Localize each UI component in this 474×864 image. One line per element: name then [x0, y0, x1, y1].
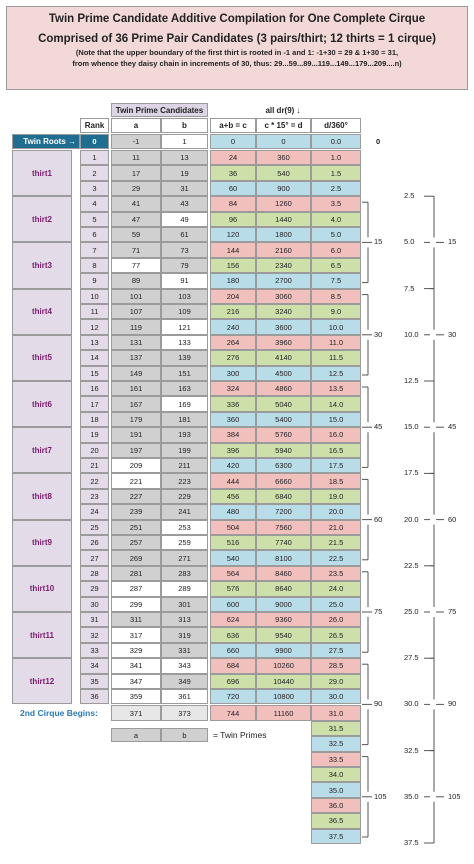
c-cell: 180: [210, 273, 256, 288]
second-cirque-label: 2nd Cirque Begins:: [20, 708, 98, 719]
left-marker: 60: [374, 514, 383, 524]
rank-cell: 36: [80, 689, 109, 704]
ratio-cell: 11.0: [311, 335, 361, 350]
rank-cell: 5: [80, 212, 109, 227]
ratio-cell: 13.5: [311, 381, 361, 396]
cumulative-marker: 25.0: [404, 607, 419, 616]
d-cell: 8640: [256, 581, 311, 596]
d-cell: 9360: [256, 612, 311, 627]
b-cell: 133: [161, 335, 208, 350]
a-cell: 149: [111, 366, 161, 381]
b-cell: 283: [161, 566, 208, 581]
right-marker: 75: [448, 607, 457, 616]
a-cell: 227: [111, 489, 161, 504]
ratio-cell: 19.0: [311, 489, 361, 504]
c-cell: 36: [210, 165, 256, 180]
b-cell: 199: [161, 443, 208, 458]
rank-cell: 11: [80, 304, 109, 319]
d-cell: 7740: [256, 535, 311, 550]
ratio-cell: 27.5: [311, 643, 361, 658]
left-marker: 30: [374, 329, 383, 339]
c-cell: 516: [210, 535, 256, 550]
ratio-cell: 20.0: [311, 504, 361, 519]
c-cell: 540: [210, 550, 256, 565]
c-cell: 120: [210, 227, 256, 242]
ratio-cell: 15.0: [311, 412, 361, 427]
ratio-cell: 8.5: [311, 289, 361, 304]
d-cell: 2700: [256, 273, 311, 288]
left-marker: 75: [374, 607, 383, 616]
left-marker: 90: [374, 699, 383, 709]
ratio-cell: 10.0: [311, 319, 361, 334]
b-cell: 19: [161, 165, 208, 180]
ratio-cell: 4.0: [311, 212, 361, 227]
c-cell: 660: [210, 643, 256, 658]
a-cell: 281: [111, 566, 161, 581]
thirt-label: thirt9: [12, 520, 72, 566]
c-cell: 336: [210, 396, 256, 411]
thirt-label: thirt7: [12, 427, 72, 473]
ratio-cell: 29.0: [311, 674, 361, 689]
thirt-label: thirt11: [12, 612, 72, 658]
a-cell: 161: [111, 381, 161, 396]
roots-d: 0: [256, 134, 311, 149]
d-cell: 7560: [256, 520, 311, 535]
rank-cell: 30: [80, 597, 109, 612]
d-cell: 10260: [256, 658, 311, 673]
roots-a: -1: [111, 134, 161, 149]
rank-cell: 35: [80, 674, 109, 689]
d-cell: 4500: [256, 366, 311, 381]
rank-cell: 2: [80, 165, 109, 180]
rank-cell: 19: [80, 427, 109, 442]
c-cell: 300: [210, 366, 256, 381]
b-cell: 193: [161, 427, 208, 442]
ext-ratio-cell: 37.5: [311, 829, 361, 844]
a-cell: 179: [111, 412, 161, 427]
b-cell: 259: [161, 535, 208, 550]
a-cell: 107: [111, 304, 161, 319]
cumulative-marker: 27.5: [404, 653, 419, 663]
rank-cell: 20: [80, 443, 109, 458]
legend-b-cell: b: [161, 728, 208, 742]
rank-cell: 9: [80, 273, 109, 288]
a-cell: 167: [111, 396, 161, 411]
ratio-cell: 6.0: [311, 242, 361, 257]
note-line-2: from whence they daisy chain in increments of 30, thus: 29...59...89...119...149...179...209....n): [72, 59, 402, 68]
b-cell: 79: [161, 258, 208, 273]
cumulative-marker: 7.5: [404, 283, 415, 293]
d-cell: 9000: [256, 597, 311, 612]
d-cell: 6840: [256, 489, 311, 504]
c-cell: 60: [210, 181, 256, 196]
left-marker: 45: [374, 422, 383, 432]
b-cell: 91: [161, 273, 208, 288]
rank-cell: 32: [80, 627, 109, 642]
thirt-label: thirt8: [12, 473, 72, 519]
ratio-cell: 28.5: [311, 658, 361, 673]
rank-cell: 7: [80, 242, 109, 257]
cumulative-marker: 20.0: [404, 514, 419, 524]
ratio-cell: 26.0: [311, 612, 361, 627]
c-cell: 324: [210, 381, 256, 396]
d-cell: 540: [256, 165, 311, 180]
a-cell: 47: [111, 212, 161, 227]
a-cell: 329: [111, 643, 161, 658]
roots-r: 0.0: [311, 134, 361, 149]
a-cell: 59: [111, 227, 161, 242]
a-cell: 299: [111, 597, 161, 612]
b-cell: 163: [161, 381, 208, 396]
b-cell: 151: [161, 366, 208, 381]
d-cell: 1800: [256, 227, 311, 242]
b-cell: 289: [161, 581, 208, 596]
b-cell: 343: [161, 658, 208, 673]
d-cell: 5400: [256, 412, 311, 427]
a-cell: 137: [111, 350, 161, 365]
a-cell: 287: [111, 581, 161, 596]
rank-cell: 15: [80, 366, 109, 381]
rank-cell: 34: [80, 658, 109, 673]
d-cell: 4860: [256, 381, 311, 396]
cumulative-marker: 10.0: [404, 329, 419, 339]
ext-ratio-cell: 34.0: [311, 767, 361, 782]
c-cell: 696: [210, 674, 256, 689]
d-cell: 900: [256, 181, 311, 196]
c-cell: 96: [210, 212, 256, 227]
rank-cell: 4: [80, 196, 109, 211]
a-cell: 11: [111, 150, 161, 165]
a-cell: 221: [111, 473, 161, 488]
cumulative-marker: 17.5: [404, 468, 419, 478]
b-cell: 211: [161, 458, 208, 473]
d-cell: 360: [256, 150, 311, 165]
c-cell: 240: [210, 319, 256, 334]
c-cell: 384: [210, 427, 256, 442]
cumulative-marker: 32.5: [404, 745, 419, 755]
thirt-label: thirt2: [12, 196, 72, 242]
d-cell: 3600: [256, 319, 311, 334]
a-cell: 41: [111, 196, 161, 211]
d-cell: 10800: [256, 689, 311, 704]
thirt-label: thirt5: [12, 335, 72, 381]
b-cell: 109: [161, 304, 208, 319]
a-cell: 239: [111, 504, 161, 519]
a-cell: 269: [111, 550, 161, 565]
legend-text: = Twin Primes: [213, 730, 267, 740]
d-cell: 2340: [256, 258, 311, 273]
roots-b: 1: [161, 134, 208, 149]
rank-cell: 13: [80, 335, 109, 350]
ratio-cell: 11.5: [311, 350, 361, 365]
b-cell: 349: [161, 674, 208, 689]
ratio-cell: 9.0: [311, 304, 361, 319]
thirt-label: thirt3: [12, 242, 72, 288]
header-b: b: [161, 118, 208, 133]
rank-cell: 14: [80, 350, 109, 365]
a-cell: 131: [111, 335, 161, 350]
cumulative-marker: 37.5: [404, 838, 419, 847]
b-cell: 181: [161, 412, 208, 427]
d-cell: 1440: [256, 212, 311, 227]
right-marker: 90: [448, 699, 457, 709]
thirt-label: thirt4: [12, 289, 72, 335]
rank-cell: 8: [80, 258, 109, 273]
d-cell: 9540: [256, 627, 311, 642]
ratio-cell: 1.0: [311, 150, 361, 165]
ratio-cell: 30.0: [311, 689, 361, 704]
b-cell: 43: [161, 196, 208, 211]
c-cell: 444: [210, 473, 256, 488]
a-cell: 89: [111, 273, 161, 288]
rank-cell: 17: [80, 396, 109, 411]
c-cell: 360: [210, 412, 256, 427]
left-marker: 105: [374, 791, 387, 801]
d-cell: 2160: [256, 242, 311, 257]
ext-ratio-cell: 36.5: [311, 813, 361, 828]
roots-rank: 0: [80, 134, 109, 149]
rank-cell: 29: [80, 581, 109, 596]
cumulative-marker: 12.5: [404, 376, 419, 385]
cumulative-marker: 5.0: [404, 237, 415, 247]
d-cell: 3060: [256, 289, 311, 304]
b-cell: 103: [161, 289, 208, 304]
d-cell: 5940: [256, 443, 311, 458]
right-marker: 105: [448, 791, 461, 801]
c-cell: 600: [210, 597, 256, 612]
c-cell: 504: [210, 520, 256, 535]
d-cell: 6660: [256, 473, 311, 488]
d-cell: 9900: [256, 643, 311, 658]
c-cell: 216: [210, 304, 256, 319]
cumulative-marker: 2.5: [404, 191, 415, 201]
a-cell: 257: [111, 535, 161, 550]
legend-a-cell: a: [111, 728, 161, 742]
b-cell: 223: [161, 473, 208, 488]
rank-cell: 22: [80, 473, 109, 488]
rank-cell: 26: [80, 535, 109, 550]
cumulative-marker: 15.0: [404, 422, 419, 432]
rank-cell: 31: [80, 612, 109, 627]
d-cell: 5040: [256, 396, 311, 411]
ratio-cell: 6.5: [311, 258, 361, 273]
ext-ratio-cell: 33.5: [311, 752, 361, 767]
second-a-cell: 371: [111, 705, 161, 720]
roots-c: 0: [210, 134, 256, 149]
d-cell: 7200: [256, 504, 311, 519]
cumulative-marker: 22.5: [404, 560, 419, 570]
rank-cell: 6: [80, 227, 109, 242]
rank-cell: 27: [80, 550, 109, 565]
b-cell: 319: [161, 627, 208, 642]
ratio-cell: 23.5: [311, 566, 361, 581]
c-cell: 84: [210, 196, 256, 211]
ratio-cell: 1.5: [311, 165, 361, 180]
ratio-cell: 2.5: [311, 181, 361, 196]
right-marker: 15: [448, 237, 457, 247]
ratio-cell: 12.5: [311, 366, 361, 381]
c-cell: 24: [210, 150, 256, 165]
ratio-cell: 14.0: [311, 396, 361, 411]
b-cell: 121: [161, 319, 208, 334]
second-c-cell: 744: [210, 705, 256, 720]
b-cell: 73: [161, 242, 208, 257]
b-cell: 229: [161, 489, 208, 504]
ratio-cell: 16.0: [311, 427, 361, 442]
c-cell: 156: [210, 258, 256, 273]
ext-ratio-cell: 32.5: [311, 736, 361, 751]
ratio-cell: 26.5: [311, 627, 361, 642]
thirt-label: thirt10: [12, 566, 72, 612]
b-cell: 241: [161, 504, 208, 519]
rank-cell: 10: [80, 289, 109, 304]
c-cell: 144: [210, 242, 256, 257]
cumulative-marker: 35.0: [404, 791, 419, 801]
a-cell: 209: [111, 458, 161, 473]
b-cell: 13: [161, 150, 208, 165]
ratio-cell: 16.5: [311, 443, 361, 458]
d-cell: 3240: [256, 304, 311, 319]
a-cell: 17: [111, 165, 161, 180]
a-cell: 251: [111, 520, 161, 535]
c-cell: 480: [210, 504, 256, 519]
second-d-cell: 11160: [256, 705, 311, 720]
ratio-cell: 25.0: [311, 597, 361, 612]
c-cell: 576: [210, 581, 256, 596]
d-cell: 8460: [256, 566, 311, 581]
right-marker: 30: [448, 329, 457, 339]
c-cell: 684: [210, 658, 256, 673]
b-cell: 271: [161, 550, 208, 565]
thirt-label: thirt1: [12, 150, 72, 196]
ratio-cell: 22.5: [311, 550, 361, 565]
b-cell: 139: [161, 350, 208, 365]
a-cell: 29: [111, 181, 161, 196]
rank-cell: 33: [80, 643, 109, 658]
b-cell: 313: [161, 612, 208, 627]
thirt-label: thirt6: [12, 381, 72, 427]
rank-cell: 18: [80, 412, 109, 427]
c-cell: 420: [210, 458, 256, 473]
b-cell: 253: [161, 520, 208, 535]
ratio-cell: 5.0: [311, 227, 361, 242]
ratio-cell: 7.5: [311, 273, 361, 288]
rank-cell: 23: [80, 489, 109, 504]
ratio-cell: 21.5: [311, 535, 361, 550]
header-sum: a+b = c: [210, 118, 256, 133]
d-cell: 8100: [256, 550, 311, 565]
c-cell: 396: [210, 443, 256, 458]
ratio-cell: 24.0: [311, 581, 361, 596]
title-line-2: Comprised of 36 Prime Pair Candidates (3 pairs/thirt; 12 thirts = 1 cirque): [38, 33, 436, 45]
c-cell: 456: [210, 489, 256, 504]
note-line-1: (Note that the upper boundary of the first thirt is rooted in -1 and 1: -1+30 = 29 & 1+30 = 31,: [75, 48, 399, 57]
ratio-cell: 3.5: [311, 196, 361, 211]
c-cell: 264: [210, 335, 256, 350]
header-rank: Rank: [80, 118, 109, 133]
d-cell: 6300: [256, 458, 311, 473]
a-cell: 197: [111, 443, 161, 458]
second-b-cell: 373: [161, 705, 208, 720]
rank-cell: 28: [80, 566, 109, 581]
d-cell: 1260: [256, 196, 311, 211]
c-cell: 636: [210, 627, 256, 642]
a-cell: 119: [111, 319, 161, 334]
a-cell: 101: [111, 289, 161, 304]
b-cell: 301: [161, 597, 208, 612]
a-cell: 311: [111, 612, 161, 627]
title-line-1: Twin Prime Candidate Additive Compilation for One Complete Cirque: [48, 13, 426, 25]
a-cell: 77: [111, 258, 161, 273]
second-ratio-cell: 31.0: [311, 705, 361, 720]
b-cell: 61: [161, 227, 208, 242]
a-cell: 71: [111, 242, 161, 257]
left-marker: 15: [374, 237, 383, 247]
b-cell: 331: [161, 643, 208, 658]
header-c15: c * 15° = d: [256, 118, 311, 133]
d-cell: 4140: [256, 350, 311, 365]
cumulative-marker: 30.0: [404, 699, 419, 709]
b-cell: 49: [161, 212, 208, 227]
d-cell: 10440: [256, 674, 311, 689]
a-cell: 347: [111, 674, 161, 689]
rank-cell: 16: [80, 381, 109, 396]
roots-side-value: 0: [376, 137, 381, 146]
c-cell: 276: [210, 350, 256, 365]
header-twin-prime-candidates: Twin Prime Candidates: [111, 103, 208, 117]
a-cell: 317: [111, 627, 161, 642]
ratio-cell: 17.5: [311, 458, 361, 473]
twin-roots-label: Twin Roots →: [12, 134, 80, 149]
ext-ratio-cell: 31.5: [311, 721, 361, 736]
rank-cell: 3: [80, 181, 109, 196]
header-d360: d/360°: [311, 118, 361, 133]
b-cell: 361: [161, 689, 208, 704]
rank-cell: 1: [80, 150, 109, 165]
a-cell: 191: [111, 427, 161, 442]
d-cell: 5760: [256, 427, 311, 442]
header-a: a: [111, 118, 161, 133]
a-cell: 341: [111, 658, 161, 673]
thirt-label: thirt12: [12, 658, 72, 704]
rank-cell: 24: [80, 504, 109, 519]
ext-ratio-cell: 35.0: [311, 782, 361, 797]
header-all-dr9: all dr(9) ↓: [265, 105, 301, 115]
c-cell: 624: [210, 612, 256, 627]
b-cell: 169: [161, 396, 208, 411]
rank-cell: 12: [80, 319, 109, 334]
ratio-cell: 18.5: [311, 473, 361, 488]
ext-ratio-cell: 36.0: [311, 798, 361, 813]
c-cell: 204: [210, 289, 256, 304]
rank-cell: 21: [80, 458, 109, 473]
right-marker: 60: [448, 514, 457, 524]
right-marker: 45: [448, 422, 457, 432]
b-cell: 31: [161, 181, 208, 196]
c-cell: 720: [210, 689, 256, 704]
d-cell: 3960: [256, 335, 311, 350]
ratio-cell: 21.0: [311, 520, 361, 535]
rank-cell: 25: [80, 520, 109, 535]
c-cell: 564: [210, 566, 256, 581]
a-cell: 359: [111, 689, 161, 704]
